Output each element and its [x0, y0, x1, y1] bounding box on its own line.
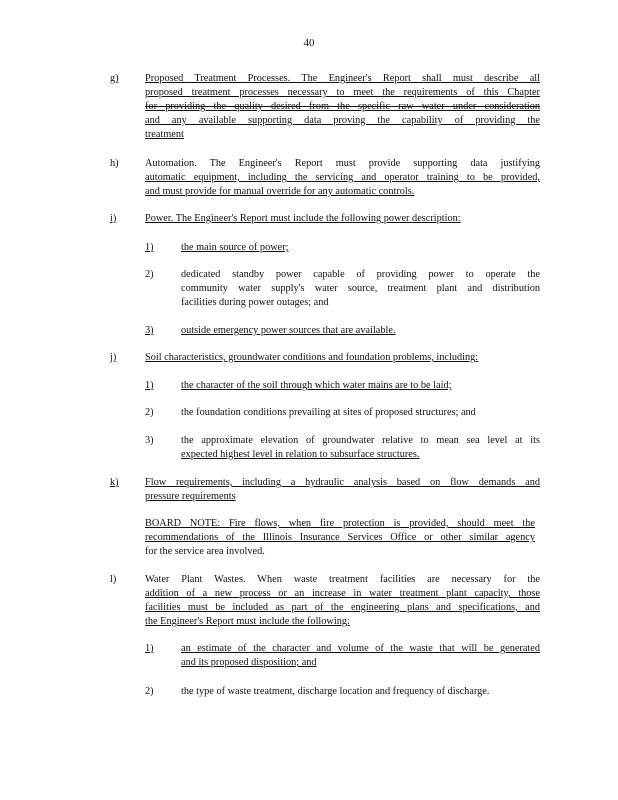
board-note-line-3: for the service area involved.: [145, 546, 265, 557]
section-j-line-1: Soil characteristics, groundwater conditions and foundation problems, including:: [145, 352, 479, 363]
section-l-item-1-line-1: an estimate of the character and volume of the waste that will be generated: [181, 643, 540, 654]
section-i-item-3-label: 3): [145, 325, 154, 336]
section-j-item-2-label: 2): [145, 407, 154, 418]
board-note-line-1: BOARD NOTE: Fire flows, when fire protection is provided, should meet the: [145, 518, 535, 529]
section-g-line-3: for providing the quality desired from the specific raw water under consideration: [145, 101, 540, 112]
section-j-item-2-text: the foundation conditions prevailing at sites of proposed structures; and: [181, 407, 476, 418]
section-l-line-1: Water Plant Wastes. When waste treatment facilities are necessary for the: [145, 574, 540, 585]
board-note: [145, 517, 535, 559]
section-i-line-1: Power. The Engineer's Report must include the following power description:: [145, 213, 461, 224]
section-l-line-2: addition of a new process or an increase in water treatment plant capacity, those: [145, 588, 540, 599]
section-j-item-1-text: the character of the soil through which water mains are to be laid;: [181, 380, 452, 391]
section-i-label: i): [110, 213, 117, 224]
section-l-label: l): [110, 574, 117, 585]
section-i-item-2-line-2: community water supply's water source, treatment plant and distribution: [181, 283, 540, 294]
section-g-line-1: Proposed Treatment Processes. The Engineer's Report shall must describe all: [145, 73, 540, 84]
section-l-line-3: facilities must be included as part of the engineering plans and specifications, and: [145, 602, 540, 613]
section-l-item-2-label: 2): [145, 686, 154, 697]
section-h-line-1: Automation. The Engineer's Report must provide supporting data justifying: [145, 158, 540, 169]
section-g-line-4: and any available supporting data proving the capability of providing the: [145, 115, 540, 126]
section-i-item-2-line-1: dedicated standby power capable of providing power to operate the: [181, 269, 540, 280]
section-k-line-2: pressure requirements: [145, 491, 236, 502]
section-h-line-3: and must provide for manual override for any automatic controls.: [145, 186, 415, 197]
section-h-line-2: automatic equipment, including the servicing and operator training to be provided,: [145, 172, 540, 183]
section-j-item-3-line-2: expected highest level in relation to subsurface structures.: [181, 449, 420, 460]
section-i-item-3-text: outside emergency power sources that are available.: [181, 325, 396, 336]
section-l-item-1-line-2: and its proposed disposition; and: [181, 657, 317, 668]
section-j-label: j): [110, 352, 117, 363]
section-g-line-2: proposed treatment processes necessary to meet the requirements of this Chapter: [145, 87, 540, 98]
section-l-item-2-text: the type of waste treatment, discharge location and frequency of discharge.: [181, 686, 490, 697]
board-note-line-2: recommendations of the Illinois Insurance Services Office or other similar agency: [145, 532, 535, 543]
section-i-item-1-label: 1): [145, 242, 154, 253]
section-g-line-5: treatment: [145, 129, 184, 140]
section-i-item-1-text: the main source of power;: [181, 242, 289, 253]
section-k-label: k): [110, 477, 119, 488]
section-j-item-3-label: 3): [145, 435, 154, 446]
page-number: 40: [303, 37, 315, 49]
section-i-item-2-label: 2): [145, 269, 154, 280]
section-l-item-1-label: 1): [145, 643, 154, 654]
section-i-item-2-line-3: facilities during power outages; and: [181, 297, 329, 308]
section-l-line-4: the Engineer's Report must include the following:: [145, 616, 350, 627]
section-g-label: g): [110, 73, 119, 84]
section-j-item-3-line-1: the approximate elevation of groundwater relative to mean sea level at its: [181, 435, 540, 446]
section-h-label: h): [110, 158, 119, 169]
section-j-item-1-label: 1): [145, 380, 154, 391]
section-k-line-1: Flow requirements, including a hydraulic analysis based on flow demands and: [145, 477, 540, 488]
